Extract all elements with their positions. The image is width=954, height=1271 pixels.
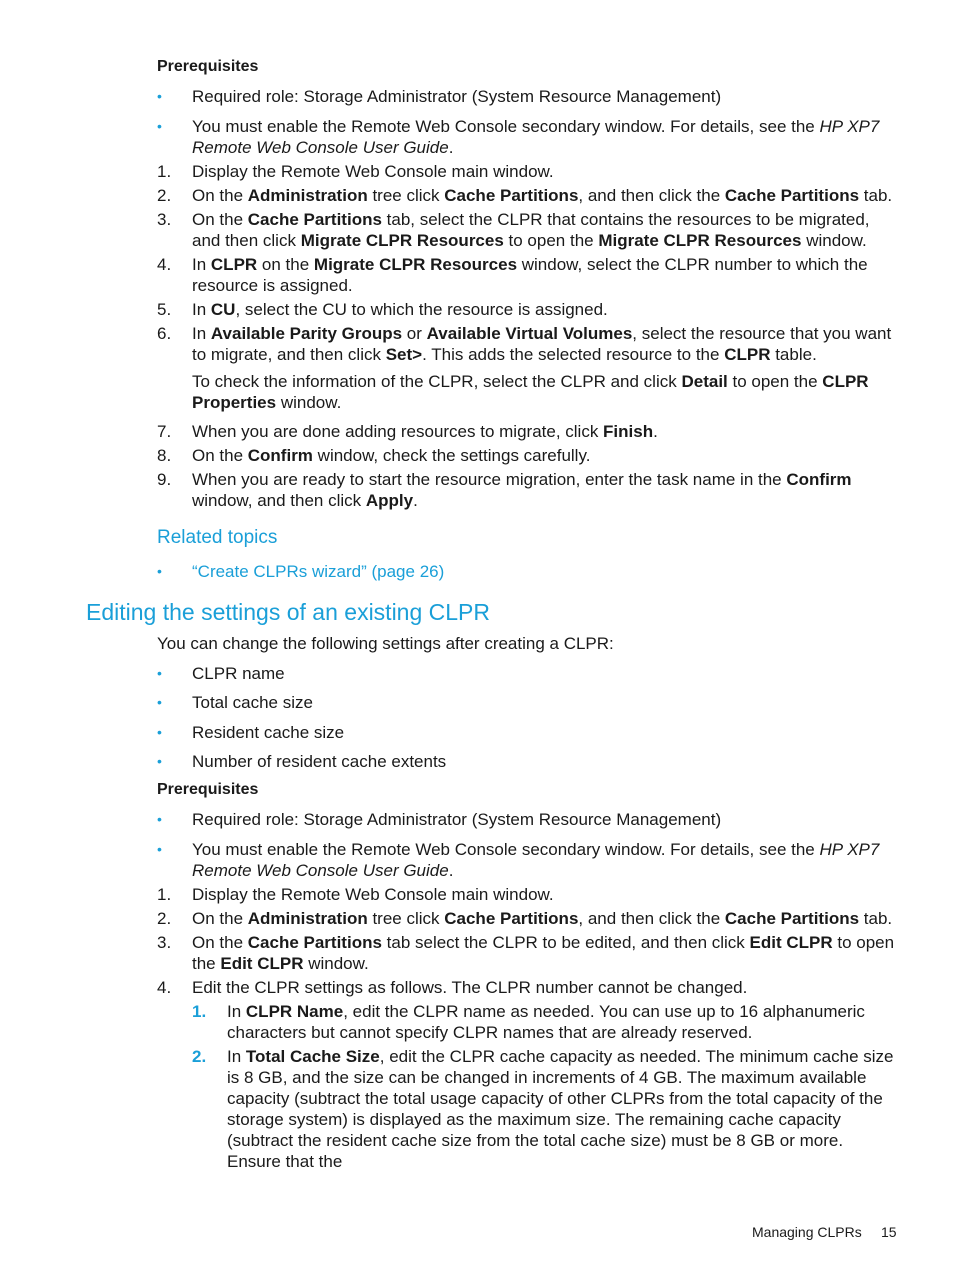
edit-step-2: On the Administration tree click Cache Partitions, and then click the Cache Partitions tab. [192, 909, 893, 928]
setting-item: CLPR name [192, 664, 285, 683]
step-number: 2. [157, 909, 172, 928]
bullet-icon: • [157, 841, 162, 857]
edit-substep-2: In Total Cache Size, edit the CLPR cache capacity as needed. The minimum cache size is 8 GB, and the size can be changed in increments of 4 GB. The maximum available capacity (subtract the total usage capacity of other CLPRs from the total capacity of the storage system) is displayed as the maximum size. The remaining cache capacity (subtract the resident cache size from the total cache size) must be 8 GB or more. Ensure that the [227, 1047, 894, 1171]
step-2: On the Administration tree click Cache Partitions, and then click the Cache Partitions tab. [192, 186, 893, 205]
create-clprs-wizard-link[interactable]: “Create CLPRs wizard” (page 26) [192, 562, 445, 581]
bullet-icon: • [157, 563, 162, 579]
setting-item: Total cache size [192, 693, 313, 712]
step-5: In CU, select the CU to which the resource is assigned. [192, 300, 608, 319]
bullet-icon: • [157, 753, 162, 769]
step-3: On the Cache Partitions tab, select the CLPR that contains the resources to be migrated, and then click Migrate CLPR Resources to open the Migrate CLPR Resources window. [192, 210, 870, 250]
setting-item: Number of resident cache extents [192, 752, 447, 771]
related-topics-heading: Related topics [157, 527, 278, 548]
step-number: 8. [157, 446, 172, 465]
step-number: 9. [157, 470, 172, 489]
bullet-icon: • [157, 118, 162, 134]
step-number: 6. [157, 324, 172, 343]
prerequisite-role: Required role: Storage Administrator (System Resource Management) [192, 87, 722, 106]
step-number: 3. [157, 933, 172, 952]
step-6-note: To check the information of the CLPR, select the CLPR and click Detail to open the CLPR Properties window. [192, 372, 869, 412]
step-number: 5. [157, 300, 172, 319]
section-title: Editing the settings of an existing CLPR [86, 599, 491, 625]
bullet-icon: • [157, 88, 162, 104]
step-number: 4. [157, 255, 172, 274]
prerequisite-role: Required role: Storage Administrator (System Resource Management) [192, 810, 722, 829]
prerequisite-secondary-window: You must enable the Remote Web Console secondary window. For details, see the HP XP7 Remote Web Console User Guide. [192, 840, 880, 880]
bullet-icon: • [157, 665, 162, 681]
guide-title: HP XP7 Remote Web Console User Guide [192, 840, 880, 880]
step-number: 7. [157, 422, 172, 441]
bullet-icon: • [157, 724, 162, 740]
step-1: Display the Remote Web Console main window. [192, 162, 554, 181]
guide-title: HP XP7 Remote Web Console User Guide [192, 117, 880, 157]
step-6: In Available Parity Groups or Available Virtual Volumes, select the resource that you want to migrate, and then click Set>. This adds the selected resource to the CLPR table. [192, 324, 892, 364]
substep-number: 2. [192, 1047, 207, 1066]
step-7: When you are done adding resources to migrate, click Finish. [192, 422, 658, 441]
page-number: 15 [881, 1224, 897, 1240]
step-number: 2. [157, 186, 172, 205]
step-number: 1. [157, 885, 172, 904]
substep-number: 1. [192, 1002, 207, 1021]
step-number: 3. [157, 210, 172, 229]
step-9: When you are ready to start the resource migration, enter the task name in the Confirm window, and then click Apply. [192, 470, 852, 510]
section-intro: You can change the following settings after creating a CLPR: [157, 634, 614, 653]
step-number: 1. [157, 162, 172, 181]
prerequisite-secondary-window: You must enable the Remote Web Console secondary window. For details, see the HP XP7 Remote Web Console User Guide. [192, 117, 880, 157]
edit-substep-1: In CLPR Name, edit the CLPR name as needed. You can use up to 16 alphanumeric characters but cannot specify CLPR names that are already reserved. [227, 1002, 865, 1042]
step-number: 4. [157, 978, 172, 997]
step-8: On the Confirm window, check the settings carefully. [192, 446, 591, 465]
setting-item: Resident cache size [192, 723, 345, 742]
edit-step-1: Display the Remote Web Console main window. [192, 885, 554, 904]
step-4: In CLPR on the Migrate CLPR Resources window, select the CLPR number to which the resource is assigned. [192, 255, 868, 295]
edit-step-3: On the Cache Partitions tab select the CLPR to be edited, and then click Edit CLPR to open the Edit CLPR window. [192, 933, 895, 973]
prerequisites-heading: Prerequisites [157, 781, 259, 798]
prerequisites-heading: Prerequisites [157, 58, 259, 75]
bullet-icon: • [157, 694, 162, 710]
footer-section: Managing CLPRs [752, 1224, 862, 1240]
bullet-icon: • [157, 811, 162, 827]
edit-step-4: Edit the CLPR settings as follows. The CLPR number cannot be changed. [192, 978, 748, 997]
